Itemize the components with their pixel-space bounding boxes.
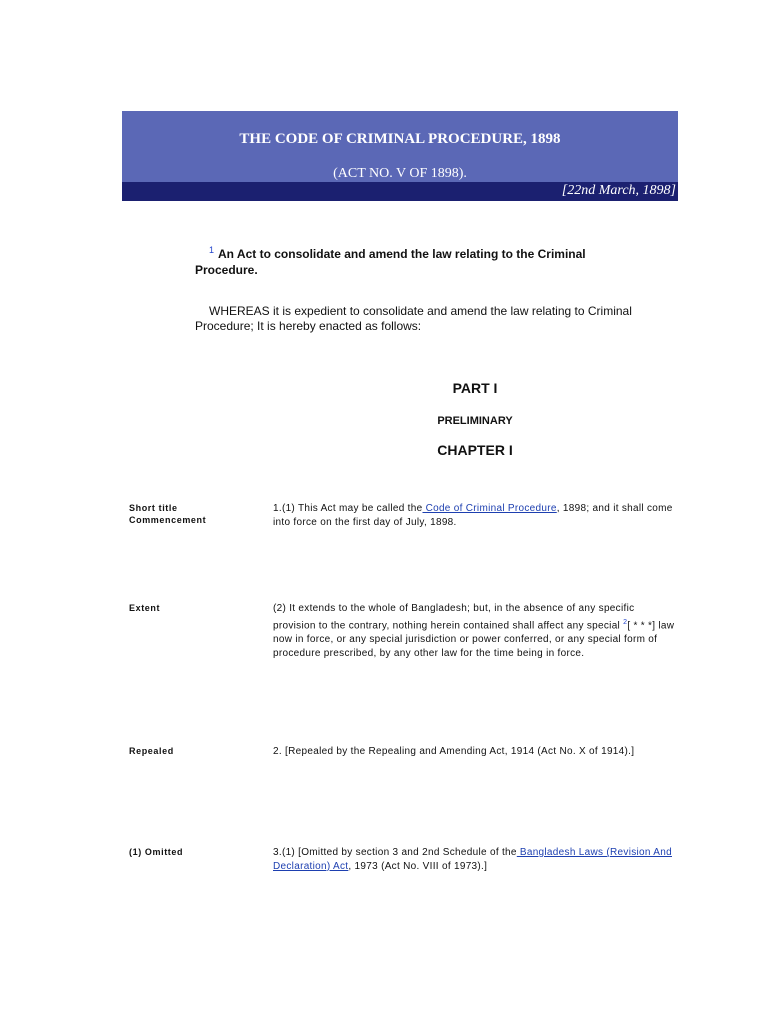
margin-note-repealed: Repealed	[129, 746, 174, 756]
long-title-text: An Act to consolidate and amend the law relating to the Criminal Procedure.	[195, 247, 586, 277]
section-1-2	[273, 602, 678, 661]
section-text: 3.(1) [Omitted by section 3 and 2nd Schedule of the	[273, 847, 517, 858]
code-of-criminal-procedure-link[interactable]: Code of Criminal Procedure	[422, 503, 557, 514]
chapter-title: CHAPTER I	[437, 442, 513, 458]
section-text: , 1898; and it shall come into force on the first day of July, 1898.	[273, 503, 673, 528]
section-text: [ * * *] law now in force, or any special jurisdiction or power conferred, or any special form of procedure prescribed, by any other law for the time being in force.	[273, 620, 675, 660]
document-title: THE CODE OF CRIMINAL PROCEDURE, 1898	[239, 131, 561, 147]
section-1-1	[273, 502, 678, 530]
section-text: 1.(1) This Act may be called the	[273, 503, 423, 514]
footnote-marker-1[interactable]: 1	[209, 245, 215, 255]
enactment-date: [22nd March, 1898]	[561, 183, 676, 198]
title-banner	[122, 111, 678, 201]
act-number: (ACT NO. V OF 1898).	[333, 166, 467, 181]
margin-note-short-title	[129, 502, 249, 526]
footnote-marker-2[interactable]: 2	[623, 619, 628, 626]
part-title: PART I	[452, 380, 498, 396]
section-3	[273, 846, 678, 874]
margin-note-omitted: (1) Omitted	[129, 847, 184, 857]
margin-note-extent: Extent	[129, 603, 161, 613]
margin-note-line: Short title	[129, 503, 178, 513]
long-title	[195, 242, 635, 278]
bangladesh-laws-act-link[interactable]: Bangladesh Laws (Revision And Declaration) Act	[273, 847, 672, 872]
section-text: , 1973 (Act No. VIII of 1973).]	[348, 861, 488, 872]
preamble	[195, 304, 665, 334]
section-2: 2. [Repealed by the Repealing and Amending Act, 1914 (Act No. X of 1914).]	[273, 746, 635, 757]
preamble-text: WHEREAS it is expedient to consolidate and amend the law relating to Criminal Procedure; It is hereby enacted as follows:	[195, 304, 632, 333]
date-strip	[122, 182, 678, 201]
section-text: (2) It extends to the whole of Bangladesh; but, in the absence of any specific provision to the contrary, nothing herein contained shall affect any special	[273, 603, 635, 632]
part-subtitle: PRELIMINARY	[437, 415, 513, 427]
margin-note-line: Commencement	[129, 515, 207, 525]
